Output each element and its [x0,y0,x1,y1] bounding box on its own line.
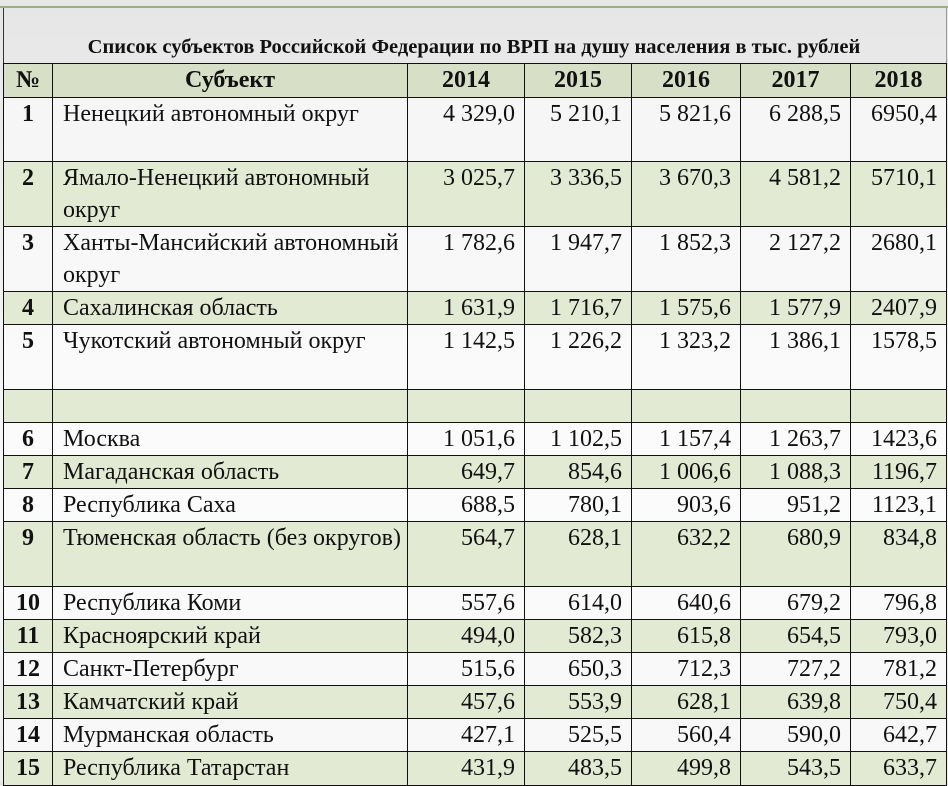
value-2018: 1578,5 [851,325,947,390]
value-2017: 1 386,1 [741,325,851,390]
value-2016: 1 575,6 [632,292,741,325]
value-2014: 1 142,5 [408,325,525,390]
value-2015: 525,5 [525,719,632,752]
value-2015: 483,5 [525,752,632,786]
value-2017: 727,2 [741,653,851,686]
table-row [4,587,947,620]
row-number: 4 [4,292,53,325]
value-2016: 712,3 [632,653,741,686]
value-2018: 1123,1 [851,489,947,522]
value-2016: 1 006,6 [632,456,741,489]
value-2017: 679,2 [741,587,851,620]
value-2017: 1 577,9 [741,292,851,325]
row-number: 7 [4,456,53,489]
subject-name: Ханты-Мансийский автономный округ [53,227,408,292]
value-2014: 431,9 [408,752,525,786]
value-2016 [632,390,741,423]
value-2014: 688,5 [408,489,525,522]
value-2018: 5710,1 [851,162,947,227]
value-2016: 5 821,6 [632,98,741,162]
value-2017: 2 127,2 [741,227,851,292]
row-number: 12 [4,653,53,686]
header-2016: 2016 [632,64,741,98]
value-2014: 1 782,6 [408,227,525,292]
row-number: 13 [4,686,53,719]
table-row [4,98,947,162]
value-2015 [525,390,632,423]
table-row [4,423,947,456]
row-number: 15 [4,752,53,786]
value-2016: 632,2 [632,522,741,587]
value-2018: 796,8 [851,587,947,620]
value-2018: 633,7 [851,752,947,786]
subject-name: Ненецкий автономный округ [53,98,408,162]
table-row [4,653,947,686]
row-number: 8 [4,489,53,522]
table-row [4,390,947,423]
value-2014: 564,7 [408,522,525,587]
value-2014: 494,0 [408,620,525,653]
value-2015: 1 102,5 [525,423,632,456]
value-2014: 427,1 [408,719,525,752]
table-title: Список субъектов Российской Федерации по ВРП на душу населения в тыс. рублей [87,36,861,58]
value-2017: 639,8 [741,686,851,719]
value-2018: 1423,6 [851,423,947,456]
table-row [4,292,947,325]
table-row [4,620,947,653]
row-number [4,390,53,423]
grp-table [3,63,947,786]
value-2017: 680,9 [741,522,851,587]
value-2016: 1 852,3 [632,227,741,292]
row-number: 5 [4,325,53,390]
header-2014: 2014 [408,64,525,98]
header-2015: 2015 [525,64,632,98]
subject-name: Чукотский автономный округ [53,325,408,390]
value-2016: 3 670,3 [632,162,741,227]
value-2017: 1 263,7 [741,423,851,456]
value-2014: 649,7 [408,456,525,489]
row-number: 2 [4,162,53,227]
value-2017: 6 288,5 [741,98,851,162]
subject-name: Республика Коми [53,587,408,620]
table-row [4,325,947,390]
subject-name: Камчатский край [53,686,408,719]
value-2016: 615,8 [632,620,741,653]
table-row [4,227,947,292]
value-2017 [741,390,851,423]
value-2017: 590,0 [741,719,851,752]
value-2017: 4 581,2 [741,162,851,227]
subject-name [53,390,408,423]
value-2014: 3 025,7 [408,162,525,227]
subject-name: Москва [53,423,408,456]
value-2017: 951,2 [741,489,851,522]
value-2015: 614,0 [525,587,632,620]
header-subject: Субъект [53,64,408,98]
value-2015: 582,3 [525,620,632,653]
value-2017: 543,5 [741,752,851,786]
table-row [4,489,947,522]
value-2018: 2407,9 [851,292,947,325]
value-2014: 457,6 [408,686,525,719]
value-2016: 499,8 [632,752,741,786]
value-2015: 1 947,7 [525,227,632,292]
row-number: 14 [4,719,53,752]
row-number: 3 [4,227,53,292]
value-2016: 560,4 [632,719,741,752]
value-2018: 642,7 [851,719,947,752]
table-row [4,752,947,786]
value-2018: 2680,1 [851,227,947,292]
table-row [4,719,947,752]
value-2017: 1 088,3 [741,456,851,489]
value-2018 [851,390,947,423]
value-2016: 1 323,2 [632,325,741,390]
value-2014: 557,6 [408,587,525,620]
subject-name: Тюменская область (без округов) [53,522,408,587]
subject-name: Магаданская область [53,456,408,489]
header-2017: 2017 [741,64,851,98]
header-number: № [4,64,53,98]
value-2015: 5 210,1 [525,98,632,162]
value-2018: 834,8 [851,522,947,587]
table-row [4,522,947,587]
subject-name: Санкт-Петербург [53,653,408,686]
subject-name: Ямало-Ненецкий автономный округ [53,162,408,227]
value-2016: 1 157,4 [632,423,741,456]
subject-name: Республика Саха [53,489,408,522]
value-2016: 640,6 [632,587,741,620]
value-2015: 3 336,5 [525,162,632,227]
subject-name: Республика Татарстан [53,752,408,786]
value-2015: 780,1 [525,489,632,522]
value-2016: 903,6 [632,489,741,522]
subject-name: Сахалинская область [53,292,408,325]
row-number: 6 [4,423,53,456]
value-2018: 793,0 [851,620,947,653]
value-2016: 628,1 [632,686,741,719]
value-2018: 6950,4 [851,98,947,162]
value-2018: 1196,7 [851,456,947,489]
header-row [4,64,947,98]
row-number: 9 [4,522,53,587]
table-row [4,456,947,489]
value-2014: 4 329,0 [408,98,525,162]
header-2018: 2018 [851,64,947,98]
value-2015: 1 716,7 [525,292,632,325]
subject-name: Красноярский край [53,620,408,653]
row-number: 11 [4,620,53,653]
row-number: 1 [4,98,53,162]
value-2018: 750,4 [851,686,947,719]
row-number: 10 [4,587,53,620]
value-2014: 1 051,6 [408,423,525,456]
value-2014 [408,390,525,423]
value-2015: 650,3 [525,653,632,686]
value-2014: 515,6 [408,653,525,686]
value-2015: 1 226,2 [525,325,632,390]
value-2015: 628,1 [525,522,632,587]
value-2014: 1 631,9 [408,292,525,325]
value-2015: 553,9 [525,686,632,719]
table-row [4,686,947,719]
subject-name: Мурманская область [53,719,408,752]
table-row [4,162,947,227]
value-2015: 854,6 [525,456,632,489]
value-2018: 781,2 [851,653,947,686]
value-2017: 654,5 [741,620,851,653]
